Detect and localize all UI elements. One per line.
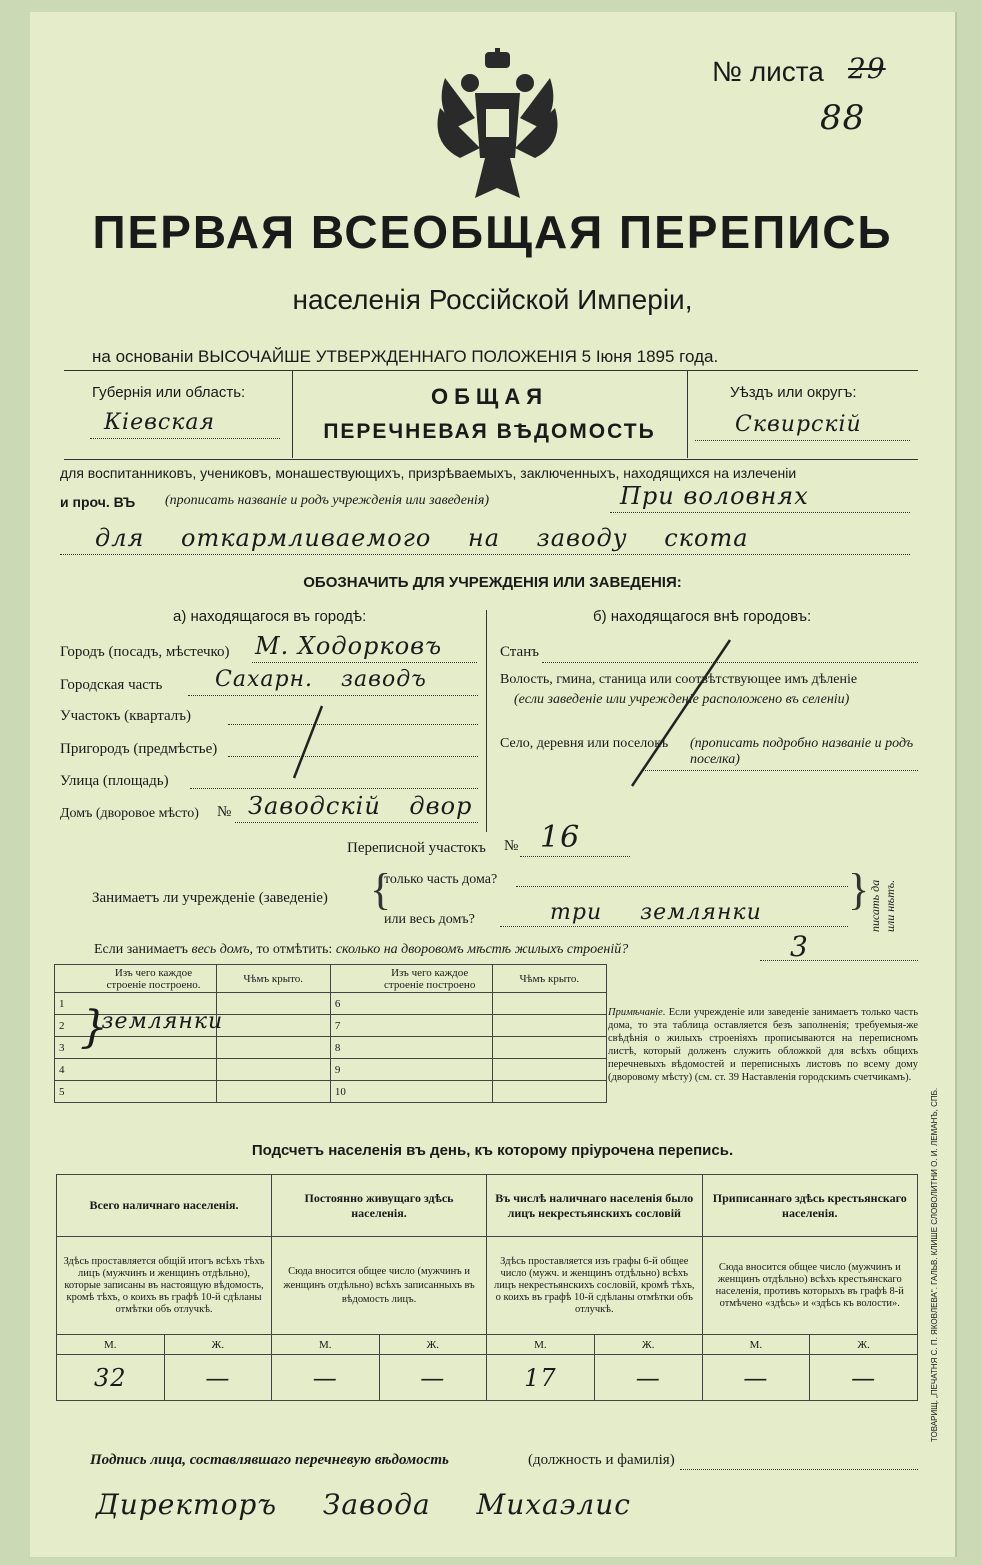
header-zh: Ж. [379, 1335, 486, 1355]
row-num: 2 [55, 1015, 92, 1037]
population-count-table [56, 1174, 918, 1401]
row-num: 9 [330, 1059, 367, 1081]
sheet-number-value: 88 [820, 98, 866, 138]
legal-basis: на основаніи ВЫСОЧАЙШЕ УТВЕРЖДЕННАГО ПОЛОЖЕНІЯ 5 Іюня 1895 года. [92, 347, 719, 366]
count-value: — [272, 1355, 379, 1401]
village-label: Село, деревня или поселокъ [500, 736, 669, 751]
institution-name-2: для откармливаемого на заводу скота [95, 524, 749, 552]
sheet-number-label: № листа [712, 56, 824, 87]
house-prefix: № [217, 804, 232, 820]
row-num: 5 [55, 1081, 92, 1103]
volost-hint: (если заведеніе или учрежденіе расположено въ селеніи) [514, 692, 850, 707]
house-label: Домъ (дворовое мѣсто) [60, 806, 199, 821]
page-title: ПЕРВАЯ ВСЕОБЩАЯ ПЕРЕПИСЬ [92, 206, 893, 258]
row-num: 10 [330, 1081, 367, 1103]
double-headed-eagle-emblem [425, 48, 570, 208]
blank-stroke-rural [620, 636, 740, 796]
remark: Примѣчаніе. Если учрежденіе или заведеніе занимаетъ только часть дома, то эта таблица оставляется безъ заполненія; требуемыя-же свѣдѣнія о жилыхъ строеніяхъ прописываются на переписномъ листѣ, который долженъ служить обложкой для всѣхъ общихъ перечневыхъ вѣдомостей и переписныхъ листовъ по всему дому (дворовому мѣсту) (см. ст. 39 Наставленія городскимъ счетчикамъ). [608, 1007, 919, 1083]
street-label: Улица (площадь) [60, 773, 169, 789]
stan-label: Станъ [500, 644, 539, 660]
buildings-col-roof-right: Чѣмъ крыто. [492, 965, 606, 993]
col-total-desc: Здѣсь проставляется общій итогъ всѣхъ тѣхъ лицъ (мужчинъ и женщинъ отдѣльно), которые записаны въ настоящую вѣдомость, кромѣ тѣхъ, о коихъ въ графѣ 10-й сдѣланы отмѣтки объ отлучкѣ. [57, 1237, 272, 1335]
header-m: М. [702, 1335, 810, 1355]
signature-label: Подпись лица, составлявшаго перечневую вѣдомость [90, 1452, 449, 1468]
buildings-col-roof-left: Чѣмъ крыто. [216, 965, 330, 993]
blank-stroke [280, 702, 340, 782]
count-value: 32 [57, 1355, 165, 1401]
town-label: Городъ (посадъ, мѣстечко) [60, 644, 230, 660]
city-part-value: Сахарн. заводъ [215, 667, 427, 692]
uezd-label: Уѣздъ или округъ: [730, 384, 857, 401]
district-label: Участокъ (кварталъ) [60, 708, 192, 724]
count-value: — [379, 1355, 486, 1401]
city-heading: а) находящагося въ городѣ: [173, 608, 367, 625]
header-zh: Ж. [810, 1335, 918, 1355]
doc-type-line2: ПЕРЕЧНЕВАЯ ВѢДОМОСТЬ [323, 420, 656, 443]
col-peasant-desc: Сюда вносится общее число (мужчинъ и женщинъ отдѣльно) всѣхъ крестьянскаго населенія, противъ которыхъ въ графѣ 8-й отмѣчено «здѣсь» и «здѣсь къ волости». [702, 1237, 917, 1335]
sheet-number-crossed: 29 [848, 52, 886, 85]
volost-label: Волость, гмина, станица или соотвѣтствующее имъ дѣленіе [500, 672, 858, 687]
uezd-value: Сквирскій [735, 412, 862, 437]
institution-name-1: При воловнях [620, 482, 809, 510]
city-part-label: Городская часть [60, 677, 163, 693]
occupies-whole-label: или весь домъ? [384, 912, 475, 927]
col-permanent-head: Постоянно живущаго здѣсь населенія. [272, 1175, 487, 1237]
intro-line2-hint: (прописать названіе и родъ учрежденія или заведенія) [165, 493, 489, 508]
census-section-prefix: № [504, 838, 519, 854]
census-section-label: Переписной участокъ [347, 840, 486, 856]
gubernia-value: Кіевская [104, 410, 216, 435]
header-zh: Ж. [164, 1335, 271, 1355]
row-num: 4 [55, 1059, 92, 1081]
doc-type-line1: ОБЩАЯ [430, 384, 549, 409]
header-m: М. [272, 1335, 379, 1355]
row-num: 6 [330, 993, 367, 1015]
row-num: 7 [330, 1015, 367, 1037]
occupies-label: Занимаетъ ли учрежденіе (заведеніе) [92, 890, 328, 906]
census-section-value: 16 [540, 820, 581, 855]
count-value: — [702, 1355, 810, 1401]
printer-note: ТОВАРИЩ. „ПЕЧАТНЯ С. П. ЯКОВЛЕВА". ГАЛЬВ. КЛИШЕ СЛОВОЛИТНИ О. И. ЛЕМАНЪ, СПБ. [930, 1087, 939, 1442]
intro-line1: для воспитанниковъ, учениковъ, монашествующихъ, призрѣваемыхъ, заключенныхъ, находящихся на излеченіи [60, 465, 797, 481]
header-m: М. [57, 1335, 165, 1355]
signature-hint: (должность и фамилія) [528, 1452, 675, 1468]
count-value: 17 [486, 1355, 594, 1401]
buildings-count-value: 3 [790, 930, 809, 963]
rural-heading: б) находящагося внѣ городовъ: [593, 608, 812, 625]
row-num: 1 [55, 993, 92, 1015]
buildings-entry: землянки [101, 1009, 224, 1034]
census-form-sheet: № листа 29 88 ПЕРВАЯ ВСЕОБЩАЯ ПЕРЕПИСЬ населенія Россійской Имперіи, на основаніи ВЫСОЧАЙШЕ УТВЕРЖДЕННАГО ПОЛОЖЕНІЯ 5 Іюня 1895 года. Губернія или область: Кіевская ОБЩАЯ ПЕРЕЧНЕВАЯ ВѢДОМОСТЬ Уѣздъ или округъ: Сквирскій для воспитанниковъ, учениковъ, монашествующихъ, призрѣваемыхъ, заключенныхъ, находящихся на излеченіи и проч. ВЪ (прописать названіе и родъ учрежденія или заведенія) При воловнях для откармливаемого на заводу скота ОБОЗНАЧИТЬ ДЛЯ УЧРЕЖДЕНІЯ ИЛИ ЗАВЕДЕНІЯ: а) находящагося въ городѣ: Городъ (посадъ, мѣстечко) М. Ходорковъ Городская часть Сахарн. заводъ Участокъ (кварталъ) Пригородъ (предмѣстье) Улица (площадь) Домъ (дворовое мѣсто) № Заводскій двор б) находящагося внѣ городовъ: Станъ Волость, гмина, станица или соотвѣтствующее имъ дѣленіе (если заведеніе или учрежденіе расположено въ селеніи) Село, деревня или поселокъ (прописать подробно названіе и родъ поселка) Переписной участокъ № 16 Занимаетъ ли учрежденіе (заведеніе) { только часть дома? или весь домъ? три землянки } писать да или нѣтъ. Если занимаетъ весь домъ, то отмѣтить: сколько на дворовомъ мѣстѣ жилыхъ строеній? 3 Изъ чего каждое строеніе построено. Чѣмъ крыто. Изъ чего каждое строеніе построено Чѣмъ крыто. 1 6 2 землянки 7 3 8 4 9 5 10 } Примѣчаніе. Если учрежденіе или заведеніе занимаетъ только часть дома, то эта таблица оставляется безъ заполненія; требуемыя-же свѣдѣнія о жилыхъ строеніяхъ прописываются на переписномъ листѣ, который долженъ служить обложкой для всѣхъ общихъ перечневыхъ вѣдомостей и переписныхъ листовъ по всему дому (дворовому мѣсту) (см. ст. 39 Наставленія городскимъ счетчикамъ). Подсчетъ населенія въ день, къ которому пріурочена перепись. Всего наличнаго населенія. Постоянно живущаго здѣсь населенія. Въ числѣ наличнаго населенія было лицъ некрестьянскихъ сословій Приписаннаго здѣсь крестьянскаго населенія. Здѣсь проставляется общій итогъ всѣхъ тѣхъ лицъ (мужчинъ и женщинъ отдѣльно), которые записаны въ настоящую вѣдомость, кромѣ тѣхъ, о коихъ въ графѣ 10-й сдѣланы отмѣтки объ отлучкѣ. Сюда вносится общее число (мужчинъ и женщинъ отдѣльно) всѣхъ записанныхъ въ вѣдомость лицъ. Здѣсь проставляется изъ графы 6-й общее число (мужч. и женщинъ отдѣльно) всѣхъ лицъ некрестьянскихъ сословій, кромѣ тѣхъ, о коихъ въ графѣ 10-й сдѣланы отмѣтки объ отлучкѣ. Сюда вносится общее число (мужчинъ и женщинъ отдѣльно) всѣхъ крестьянскаго населенія, противъ которыхъ въ графѣ 8-й отмѣчено «здѣсь» и «здѣсь къ волости». М. Ж. М. Ж. М. Ж. М. Ж. 32 — — — 17 — — — Подпись лица, составлявшаго перечневую вѣдомость (должность и фамилія) Директоръ Завода Михаэлис ТОВАРИЩ. „ПЕЧАТНЯ С. П. ЯКОВЛЕВА". ГАЛЬВ. КЛИШЕ СЛОВОЛИТНИ О. И. ЛЕМАНЪ, СПБ. [30, 12, 957, 1557]
intro-line2-prefix: и проч. ВЪ [60, 494, 136, 510]
count-value: — [810, 1355, 918, 1401]
col-nonpeasant-head: Въ числѣ наличнаго населенія было лицъ некрестьянскихъ сословій [486, 1175, 702, 1237]
town-value: М. Ходорковъ [255, 632, 443, 660]
mark-heading: ОБОЗНАЧИТЬ ДЛЯ УЧРЕЖДЕНІЯ ИЛИ ЗАВЕДЕНІЯ: [303, 574, 682, 591]
col-nonpeasant-desc: Здѣсь проставляется изъ графы 6-й общее число (мужч. и женщинъ отдѣльно) всѣхъ лицъ некрестьянскихъ сословій, кромѣ тѣхъ, о коихъ въ графѣ 10-й сдѣланы отмѣтки объ отлучкѣ. [486, 1237, 702, 1335]
count-value: — [164, 1355, 271, 1401]
header-m: М. [486, 1335, 594, 1355]
gubernia-label: Губернія или область: [92, 384, 246, 401]
col-peasant-head: Приписаннаго здѣсь крестьянскаго населенія. [702, 1175, 917, 1237]
row-num: 8 [330, 1037, 367, 1059]
buildings-col-material-left: Изъ чего каждое строеніе построено. [92, 965, 216, 993]
suburb-label: Пригородъ (предмѣстье) [60, 741, 218, 757]
occupies-whole-value: три землянки [550, 900, 762, 925]
signature-value: Директоръ Завода Михаэлис [96, 1488, 631, 1521]
row-num: 3 [55, 1037, 92, 1059]
buildings-col-material-right: Изъ чего каждое строеніе построено [368, 965, 492, 993]
house-value: Заводскій двор [248, 792, 473, 820]
buildings-table [54, 964, 607, 1103]
occupies-part-label: только часть дома? [384, 872, 498, 887]
count-heading: Подсчетъ населенія въ день, къ которому пріурочена перепись. [251, 1142, 734, 1159]
header-zh: Ж. [594, 1335, 702, 1355]
buildings-question: Если занимаетъ весь домъ, то отмѣтить: сколько на дворовомъ мѣстѣ жилыхъ строеній? [94, 942, 629, 957]
occupies-note: писать да или нѣтъ. [868, 879, 897, 932]
col-total-head: Всего наличнаго населенія. [57, 1175, 272, 1237]
count-value: — [594, 1355, 702, 1401]
col-permanent-desc: Сюда вносится общее число (мужчинъ и женщинъ отдѣльно) всѣхъ записанныхъ въ вѣдомость лицъ. [272, 1237, 487, 1335]
village-hint: (прописать подробно названіе и родъ поселка) [690, 736, 914, 767]
page-subtitle: населенія Россійской Имперіи, [292, 284, 693, 315]
bracket-mark: } [80, 1002, 109, 1053]
